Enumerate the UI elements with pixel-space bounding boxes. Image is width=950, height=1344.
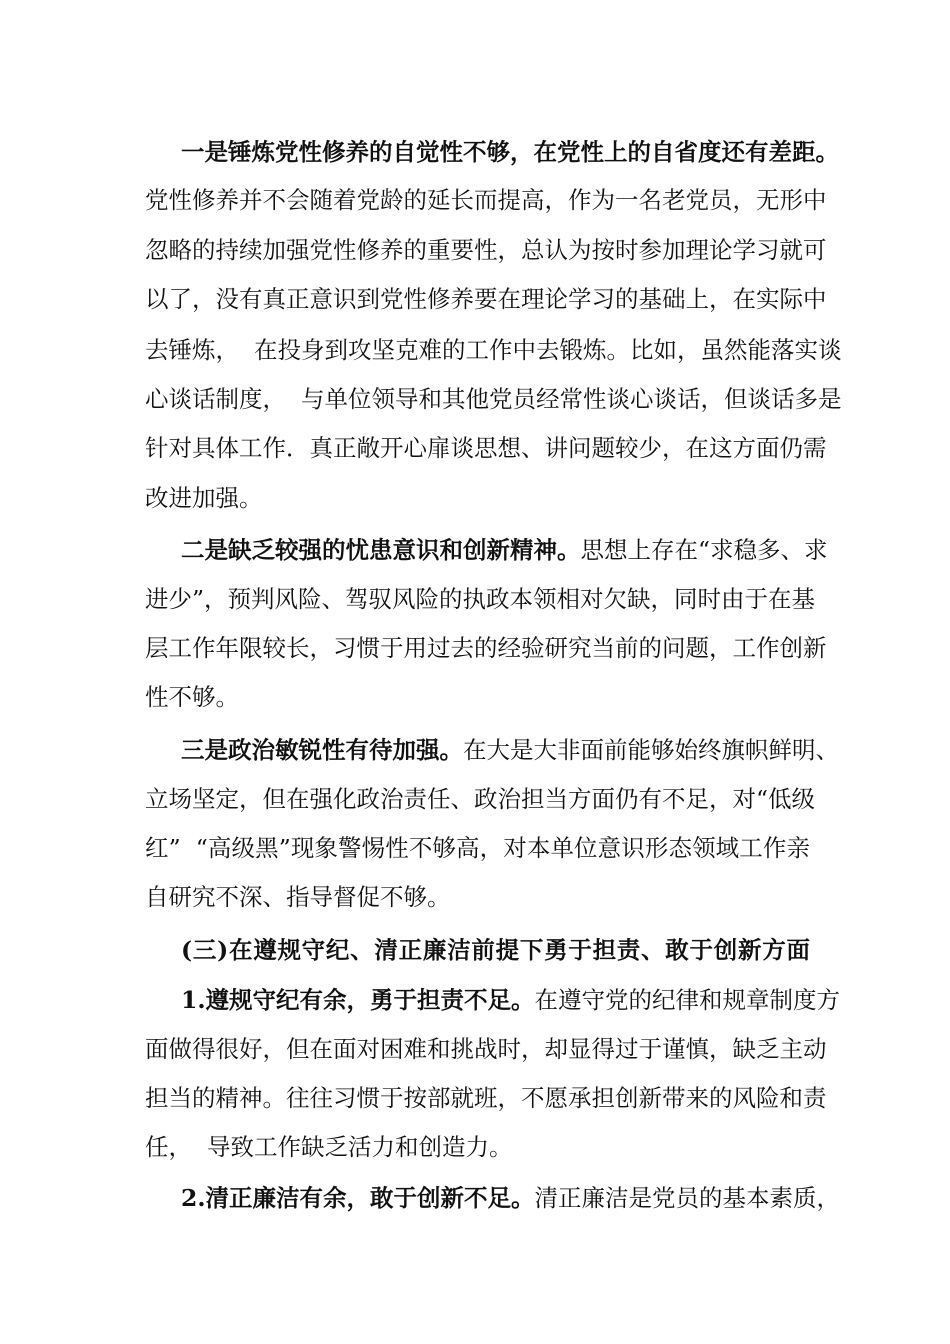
paragraph-5-bold-lead: 2.清正廉洁有余，敢于创新不足。 bbox=[181, 1184, 535, 1212]
paragraph-5-first-line bbox=[181, 1178, 841, 1218]
paragraph-4-bold-lead: 1.遵规守纪有余，勇于担责不足。 bbox=[181, 986, 535, 1014]
paragraph-4-first-line bbox=[181, 980, 841, 1020]
paragraph-2-first-line-rest: 思想上存在“求稳多、求 bbox=[580, 536, 828, 564]
paragraph-1-line: 以了，没有真正意识到党性修养要在理论学习的基础上，在实际中 bbox=[145, 285, 827, 313]
paragraph-1-line: 心谈话制度， 与单位领导和其他党员经常性谈心谈话，但谈话多是 bbox=[145, 385, 842, 413]
paragraph-3-first-line-rest: 在大是大非面前能够始终旗帜鲜明、 bbox=[463, 736, 839, 764]
paragraph-4-first-line-rest: 在遵守党的纪律和规章制度方 bbox=[534, 986, 841, 1014]
paragraph-2-first-line bbox=[181, 530, 828, 570]
section-heading-3 bbox=[181, 930, 810, 970]
paragraph-2-line: 进少”，预判风险、驾驭风险的执政本领相对欠缺，同时由于在基 bbox=[145, 585, 816, 613]
paragraph-1-heading bbox=[181, 132, 839, 172]
paragraph-1-line: 去锤炼， 在投身到攻坚克难的工作中去锻炼。比如，虽然能落实谈 bbox=[145, 336, 842, 364]
paragraph-3-bold-lead: 三是政治敏锐性有待加强。 bbox=[181, 736, 463, 764]
section-heading-3-text: (三)在遵规守纪、清正廉洁前提下勇于担责、敢于创新方面 bbox=[181, 936, 810, 964]
paragraph-4-line: 任， 导致工作缺乏活力和创造力。 bbox=[145, 1133, 513, 1161]
paragraph-1-line: 针对具体工作．真正敞开心扉谈思想、讲问题较少，在这方面仍需 bbox=[145, 434, 827, 462]
paragraph-2-line: 性不够。 bbox=[145, 683, 239, 711]
paragraph-4-line: 担当的精神。往往习惯于按部就班，不愿承担创新带来的风险和责 bbox=[145, 1084, 827, 1112]
paragraph-3-first-line bbox=[181, 730, 839, 770]
paragraph-4-line: 面做得很好，但在面对困难和挑战时，却显得过于谨慎，缺乏主动 bbox=[145, 1035, 827, 1063]
paragraph-2-line: 层工作年限较长，习惯于用过去的经验研究当前的问题，工作创新 bbox=[145, 634, 827, 662]
paragraph-2-bold-lead: 二是缺乏较强的忧患意识和创新精神。 bbox=[181, 536, 581, 564]
paragraph-3-line: 红” “高级黑”现象警惕性不够高，对本单位意识形态领域工作亲 bbox=[145, 834, 810, 862]
paragraph-3-line: 自研究不深、指导督促不够。 bbox=[145, 883, 451, 911]
paragraph-3-line: 立场坚定，但在强化政治责任、政治担当方面仍有不足，对“低级 bbox=[145, 785, 816, 813]
paragraph-5-first-line-rest: 清正廉洁是党员的基本素质， bbox=[534, 1184, 841, 1212]
paragraph-1-line: 党性修养并不会随着党龄的延长而提高，作为一名老党员，无形中 bbox=[145, 186, 827, 214]
paragraph-1-bold-lead: 一是锤炼党性修养的自觉性不够，在党性上的自省度还有差距。 bbox=[181, 138, 839, 166]
paragraph-1-line: 忽略的持续加强党性修养的重要性，总认为按时参加理论学习就可 bbox=[145, 236, 827, 264]
paragraph-1-line: 改进加强。 bbox=[145, 484, 263, 512]
